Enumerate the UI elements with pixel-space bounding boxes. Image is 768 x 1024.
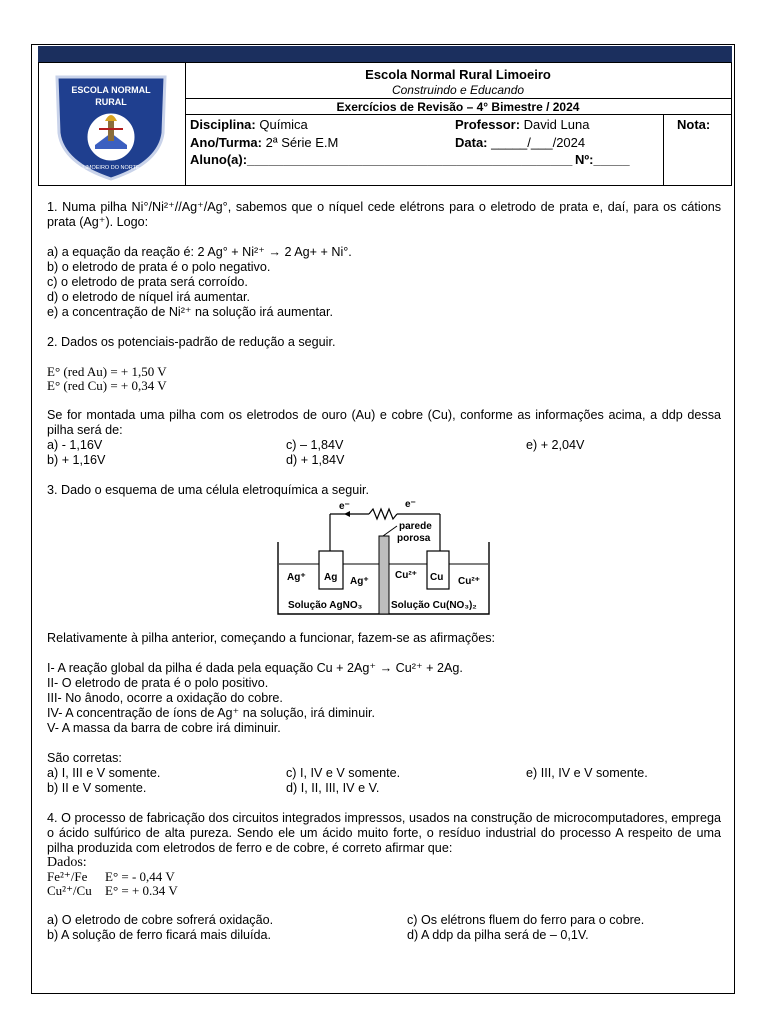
q2-option-d: d) + 1,84V [286,453,345,467]
disciplina-value: Química [259,117,308,132]
header-divider [185,114,731,115]
q4-fe-potential: E° = - 0,44 V [105,869,175,884]
cell-diagram [47,498,721,616]
professor-row [455,117,589,132]
q2-option-b: b) + 1,16V [47,453,106,467]
ano-row [190,135,338,150]
review-title: Exercícios de Revisão – 4° Bimestre / 2024 [336,100,580,114]
data-label: Data: [455,135,488,150]
solution-right-label: Solução Cu(NO₃)₂ [391,600,477,611]
electrochemical-cell [47,498,721,616]
q3-statement-1: I- A reação global da pilha é dada pela equação Cu + 2Ag⁺ → Cu²⁺ + 2Ag. [47,661,463,675]
school-name: Escola Normal Rural Limoeiro [365,67,551,82]
porous-wall-label: parede [399,521,432,532]
q4-intro: 4. O processo de fabricação dos circuitos integrados impressos, usados na construção de microcomputadores, emprega o ácido sulfúrico de alta pureza. Sendo ele um ácido muito forte, o resíduo industrial do processo A respeito de uma pilha produzida com eletrodos de ferro e de cobre, é correto afirmar que: [47,811,721,855]
nota-divider [663,114,664,185]
aluno-label: Aluno(a):_____________________________________________ [190,152,573,167]
q1-option-a: a) a equação da reação é: 2 Ag° + Ni²⁺ → 2 Ag+ + Ni°. [47,245,352,259]
header-table [38,62,732,186]
q1-intro: 1. Numa pilha Ni°/Ni²⁺//Ag⁺/Ag°, sabemos que o níquel cede elétrons para o eletrodo de prata e, daí, para os cátions prata (Ag⁺). Logo: [47,200,721,229]
ag-ion-right: Ag⁺ [350,576,369,587]
q2-potential-au: E° (red Au) = + 1,50 V [47,364,167,379]
q4-cu-pair: Cu²⁺/Cu [47,883,92,898]
q1-option-e: e) a concentração de Ni²⁺ na solução irá aumentar. [47,305,333,319]
copper-electrode [427,551,449,589]
q4-cu-potential: E° = + 0.34 V [105,883,178,898]
q4-option-c: c) Os elétrons fluem do ferro para o cobre. [407,913,645,927]
q3-option-d: d) I, II, III, IV e V. [286,781,380,795]
logo-cell [39,63,186,185]
q3-stem: Relativamente à pilha anterior, começando a funcionar, fazem-se as afirmações: [47,631,496,645]
q4-options [47,913,721,943]
solution-left-label: Solução AgNO₃ [288,600,363,611]
cu-electrode-label: Cu [430,572,444,583]
q2-option-a: a) - 1,16V [47,438,103,452]
electron-label-right: e⁻ [405,499,416,510]
q3-option-e: e) III, IV e V somente. [526,766,648,780]
school-motto: Construindo e Educando [391,83,525,97]
q3-option-b: b) II e V somente. [47,781,147,795]
disciplina-label: Disciplina: [190,117,256,132]
q3-statement-5: V- A massa da barra de cobre irá diminuir. [47,721,281,735]
silver-electrode [319,551,343,589]
q3-correct-label: São corretas: [47,751,122,765]
q4-option-a: a) O eletrodo de cobre sofrerá oxidação. [47,913,274,927]
data-row [455,135,585,150]
header-divider [185,98,731,99]
logo-text-mid: RURAL [95,97,127,107]
ag-electrode-label: Ag [324,572,338,583]
q1-option-c: c) o eletrodo de prata será corroído. [47,275,248,289]
q2-potential-cu: E° (red Cu) = + 0,34 V [47,378,167,393]
q2-intro: 2. Dados os potenciais-padrão de redução a seguir. [47,335,336,349]
school-logo [39,63,185,185]
q2-option-c: c) – 1,84V [286,438,344,452]
professor-label: Professor: [455,117,521,132]
q3-option-c: c) I, IV e V somente. [286,766,401,780]
q3-statement-3: III- No ânodo, ocorre a oxidação do cobre. [47,691,283,705]
cu-ion-left: Cu²⁺ [395,570,417,581]
q2-stem: Se for montada uma pilha com os eletrodos de ouro (Au) e cobre (Cu), conforme as informações acima, a ddp dessa pilha será de: [47,408,721,437]
ano-value: 2ª Série E.M [265,135,339,150]
q4-dados-label: Dados: [47,855,87,870]
electron-label-left: e⁻ [339,501,350,512]
q3-option-a: a) I, III e V somente. [47,766,161,780]
q1-option-b: b) o eletrodo de prata é o polo negativo. [47,260,271,274]
q3-intro: 3. Dado o esquema de uma célula eletroquímica a seguir. [47,483,370,497]
porous-wall-label-2: porosa [397,533,431,544]
professor-value: David Luna [523,117,590,132]
q3-options [47,766,721,796]
logo-text-arc: LIMOEIRO DO NORTE [82,165,140,171]
q4-fe-pair: Fe²⁺/Fe [47,869,88,884]
logo-text-top: ESCOLA NORMAL [71,85,151,95]
q4-data-table [47,870,721,898]
ano-label: Ano/Turma: [190,135,262,150]
numero-label: Nº:_____ [575,152,630,167]
q2-option-e: e) + 2,04V [526,438,585,452]
q3-statement-2: II- O eletrodo de prata é o polo positivo. [47,676,269,690]
data-value: _____/___/2024 [491,135,586,150]
ag-ion-left: Ag⁺ [287,572,306,583]
q4-option-b: b) A solução de ferro ficará mais diluída. [47,928,272,942]
cu-ion-right: Cu²⁺ [458,576,480,587]
q1-option-d: d) o eletrodo de níquel irá aumentar. [47,290,251,304]
nota-label: Nota: [677,117,711,132]
q3-statement-4: IV- A concentração de íons de Ag⁺ na solução, irá diminuir. [47,706,375,720]
questions [47,200,721,943]
q2-options [47,438,721,468]
header-info [185,63,731,185]
disciplina-row [190,117,308,132]
header-top-bar [38,46,732,62]
q4-option-d: d) A ddp da pilha será de – 0,1V. [407,928,589,942]
